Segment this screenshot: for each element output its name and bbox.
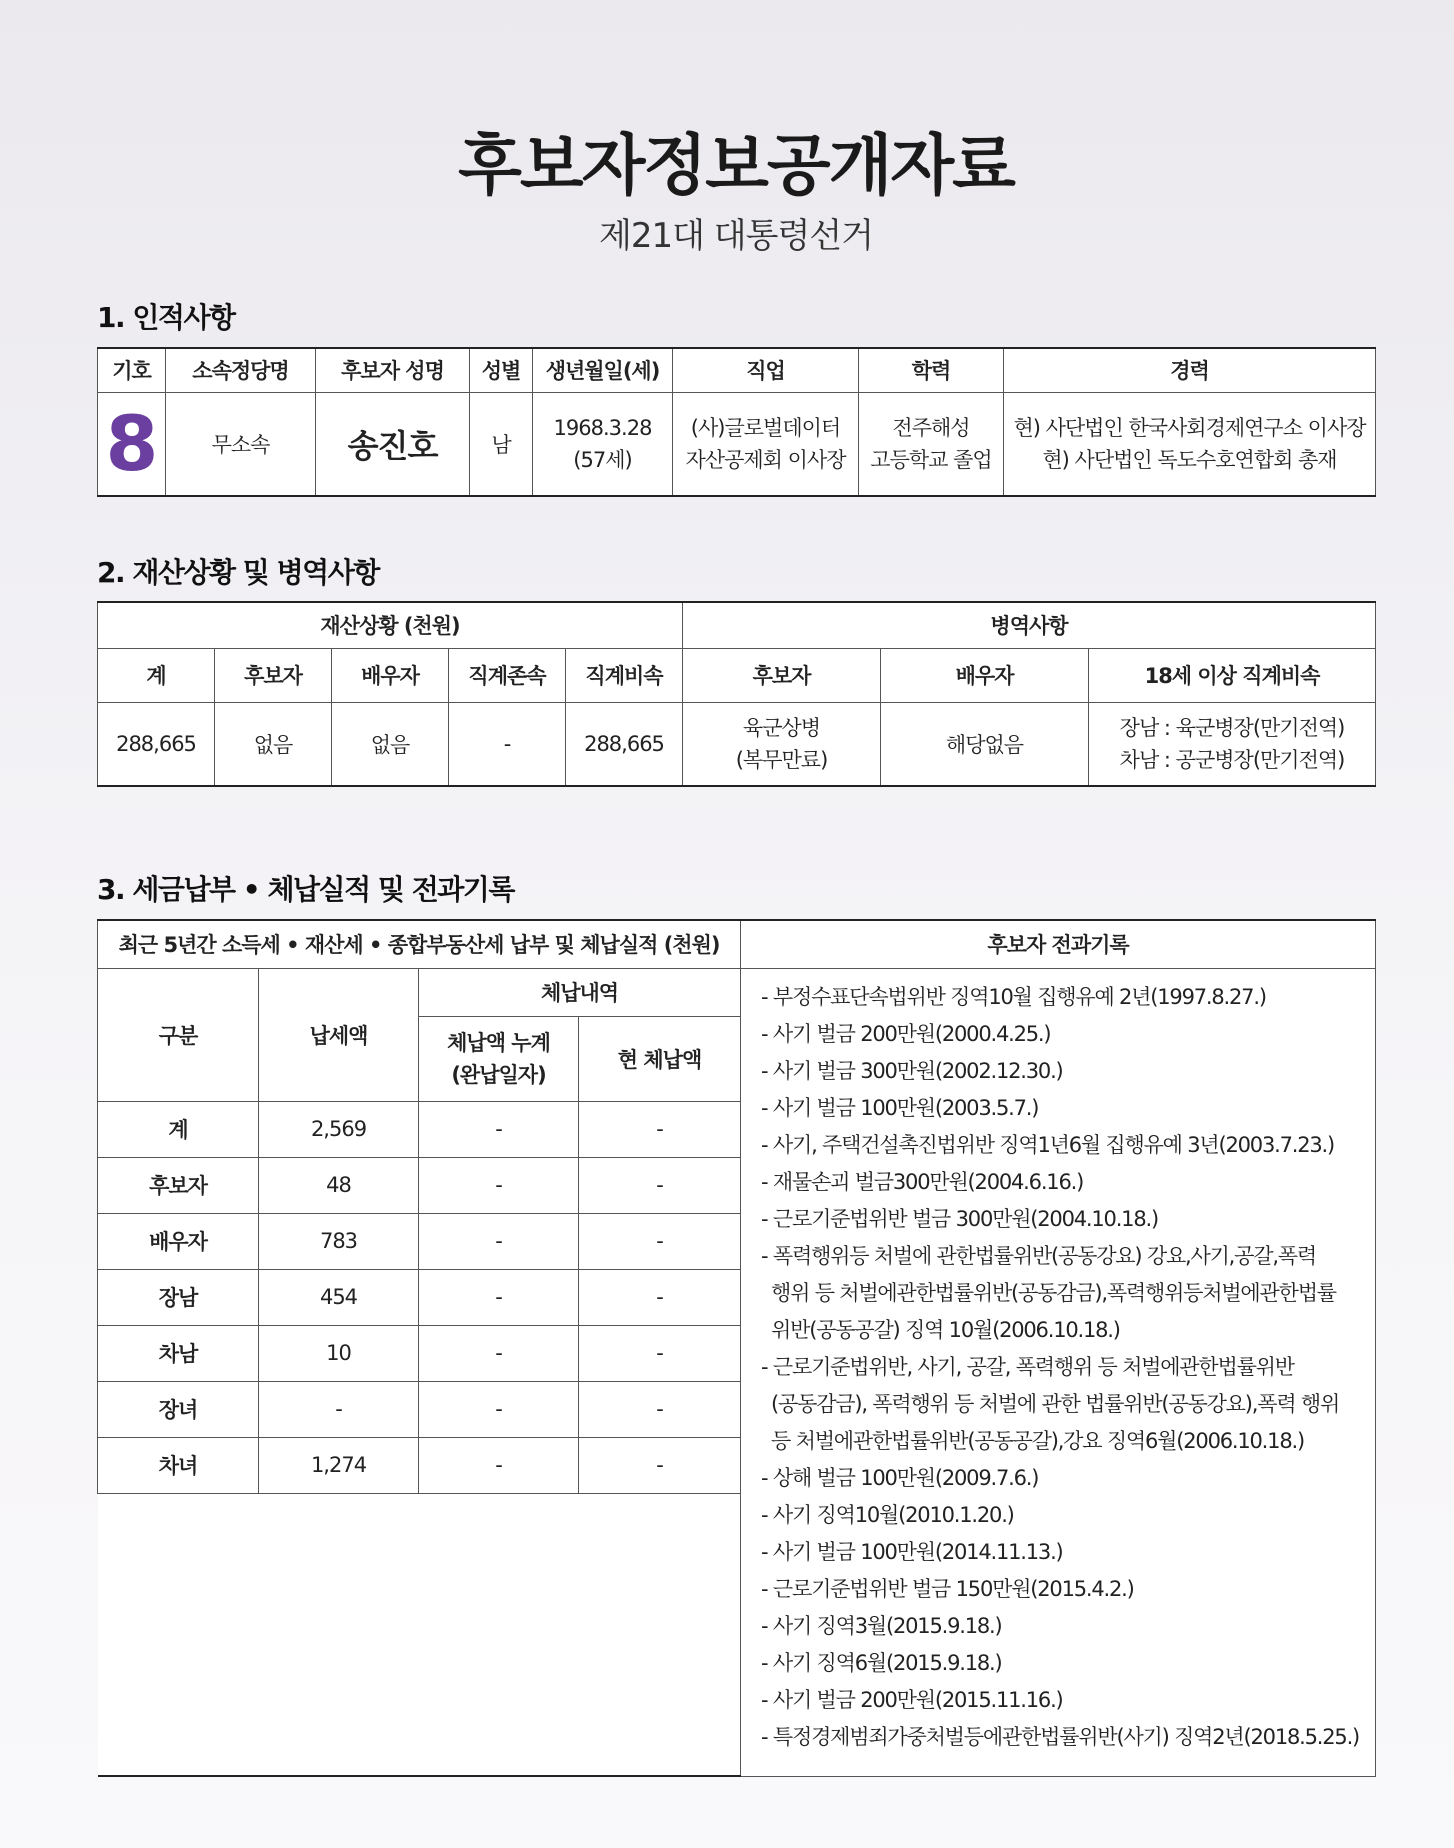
section3-title: 3. 세금납부 • 체납실적 및 전과기록 — [97, 873, 514, 906]
tax-row-paid: 10 — [259, 1325, 419, 1381]
tax-row-arrears-current: - — [579, 1157, 741, 1213]
property-total: 288,665 — [98, 702, 215, 786]
property-descendants: 288,665 — [566, 702, 683, 786]
tax-row-paid: - — [259, 1381, 419, 1437]
criminal-record: - 부정수표단속법위반 징역10월 집행유예 2년(1997.8.27.) — [761, 984, 1266, 1009]
criminal-record: - 사기 벌금 200만원(2000.4.25.) — [761, 1021, 1051, 1046]
tax-row-arrears-total: - — [419, 1213, 579, 1269]
tax-row-arrears-total: - — [419, 1269, 579, 1325]
page-subtitle: 제21대 대통령선거 — [599, 216, 873, 256]
tax-col-arrears: 체납내역 — [419, 968, 741, 1016]
military-spouse: 해당없음 — [881, 702, 1089, 786]
tax-col-paid: 납세액 — [259, 968, 419, 1101]
criminal-record: - 사기, 주택건설촉진법위반 징역1년6월 집행유예 3년(2003.7.23.) — [761, 1132, 1335, 1157]
military-header: 병역사항 — [683, 602, 1376, 648]
property-header: 재산상황 (천원) — [98, 602, 683, 648]
criminal-record: - 근로기준법위반, 사기, 공갈, 폭력행위 등 처벌에관한법률위반 — [761, 1354, 1294, 1379]
tax-row-label: 후보자 — [98, 1157, 259, 1213]
criminal-record: - 상해 벌금 100만원(2009.7.6.) — [761, 1465, 1039, 1490]
property-military-table — [97, 601, 1376, 787]
property-ascendants: - — [449, 702, 566, 786]
criminal-record: - 사기 징역6월(2015.9.18.) — [761, 1650, 1002, 1675]
tax-row-arrears-current: - — [579, 1437, 741, 1493]
tax-row-label: 장남 — [98, 1269, 259, 1325]
criminal-record: - 사기 벌금 200만원(2015.11.16.) — [761, 1687, 1063, 1712]
personal-info-table — [97, 347, 1376, 497]
property-col-descendants: 직계비속 — [566, 648, 683, 702]
tax-row-arrears-total: - — [419, 1437, 579, 1493]
tax-row-label: 차녀 — [98, 1437, 259, 1493]
criminal-record: - 사기 벌금 100만원(2003.5.7.) — [761, 1095, 1039, 1120]
tax-row-paid: 454 — [259, 1269, 419, 1325]
candidate-career: 현) 사단법인 한국사회경제연구소 이사장 현) 사단법인 독도수호연합회 총재 — [1004, 392, 1376, 496]
page-title: 후보자정보공개자료 — [458, 127, 1014, 204]
property-col-spouse: 배우자 — [332, 648, 449, 702]
property-spouse: 없음 — [332, 702, 449, 786]
tax-row-arrears-current: - — [579, 1269, 741, 1325]
criminal-header: 후보자 전과기록 — [741, 920, 1376, 968]
criminal-record: - 근로기준법위반 벌금 150만원(2015.4.2.) — [761, 1576, 1134, 1601]
tax-col-arrears-total: 체납액 누계 (완납일자) — [419, 1016, 579, 1101]
tax-col-arrears-current: 현 체납액 — [579, 1016, 741, 1101]
candidate-party: 무소속 — [166, 392, 316, 496]
candidate-birth: 1968.3.28 (57세) — [533, 392, 673, 496]
tax-header: 최근 5년간 소득세 • 재산세 • 종합부동산세 납부 및 체납실적 (천원) — [98, 920, 741, 968]
header-education: 학력 — [859, 348, 1004, 392]
header-career: 경력 — [1004, 348, 1376, 392]
tax-empty-area — [98, 1493, 741, 1776]
military-candidate: 육군상병 (복무만료) — [683, 702, 881, 786]
tax-row-arrears-current: - — [579, 1213, 741, 1269]
military-col-children: 18세 이상 직계비속 — [1089, 648, 1376, 702]
criminal-record: - 특정경제범죄가중처벌등에관한법률위반(사기) 징역2년(2018.5.25.) — [761, 1724, 1360, 1749]
property-col-total: 계 — [98, 648, 215, 702]
tax-row-label: 차남 — [98, 1325, 259, 1381]
tax-row-arrears-current: - — [579, 1381, 741, 1437]
tax-row-arrears-total: - — [419, 1101, 579, 1157]
criminal-record: - 사기 징역3월(2015.9.18.) — [761, 1613, 1002, 1638]
criminal-record: - 폭력행위등 처벌에 관한법률위반(공동강요) 강요,사기,공갈,폭력 — [761, 1243, 1316, 1268]
criminal-record: (공동감금), 폭력행위 등 처벌에 관한 법률위반(공동강요),폭력 행위 — [771, 1391, 1340, 1416]
tax-row-paid: 1,274 — [259, 1437, 419, 1493]
criminal-record: 위반(공동공갈) 징역 10월(2006.10.18.) — [771, 1317, 1120, 1342]
tax-col-category: 구분 — [98, 968, 259, 1101]
tax-row-paid: 2,569 — [259, 1101, 419, 1157]
criminal-record: - 사기 징역10월(2010.1.20.) — [761, 1502, 1014, 1527]
military-children: 장남 : 육군병장(만기전역) 차남 : 공군병장(만기전역) — [1089, 702, 1376, 786]
candidate-number: 8 — [98, 392, 166, 496]
property-candidate: 없음 — [215, 702, 332, 786]
header-gender: 성별 — [470, 348, 533, 392]
tax-row-label: 배우자 — [98, 1213, 259, 1269]
property-col-candidate: 후보자 — [215, 648, 332, 702]
tax-row-arrears-total: - — [419, 1325, 579, 1381]
tax-row-label: 계 — [98, 1101, 259, 1157]
criminal-records — [741, 968, 1376, 1776]
criminal-record: - 사기 벌금 100만원(2014.11.13.) — [761, 1539, 1063, 1564]
tax-criminal-table — [97, 919, 1376, 1777]
tax-row-label: 장녀 — [98, 1381, 259, 1437]
criminal-record: - 근로기준법위반 벌금 300만원(2004.10.18.) — [761, 1206, 1158, 1231]
criminal-record: 등 처벌에관한법률위반(공동공갈),강요 징역6월(2006.10.18.) — [771, 1428, 1304, 1453]
criminal-record: - 사기 벌금 300만원(2002.12.30.) — [761, 1058, 1063, 1083]
candidate-name: 송진호 — [316, 392, 470, 496]
header-party: 소속정당명 — [166, 348, 316, 392]
header-name: 후보자 성명 — [316, 348, 470, 392]
header-number: 기호 — [98, 348, 166, 392]
candidate-job: (사)글로벌데이터 자산공제회 이사장 — [673, 392, 859, 496]
tax-row-paid: 783 — [259, 1213, 419, 1269]
section2-title: 2. 재산상황 및 병역사항 — [97, 556, 379, 589]
tax-row-arrears-total: - — [419, 1157, 579, 1213]
tax-row-arrears-current: - — [579, 1325, 741, 1381]
tax-row-arrears-current: - — [579, 1101, 741, 1157]
tax-row-arrears-total: - — [419, 1381, 579, 1437]
criminal-record: - 재물손괴 벌금300만원(2004.6.16.) — [761, 1169, 1084, 1194]
tax-row-paid: 48 — [259, 1157, 419, 1213]
property-col-ascendants: 직계존속 — [449, 648, 566, 702]
section1-title: 1. 인적사항 — [97, 301, 235, 334]
military-col-candidate: 후보자 — [683, 648, 881, 702]
candidate-education: 전주해성 고등학교 졸업 — [859, 392, 1004, 496]
header-birth: 생년월일(세) — [533, 348, 673, 392]
criminal-record: 행위 등 처벌에관한법률위반(공동감금),폭력행위등처벌에관한법률 — [771, 1280, 1336, 1305]
military-col-spouse: 배우자 — [881, 648, 1089, 702]
candidate-gender: 남 — [470, 392, 533, 496]
header-job: 직업 — [673, 348, 859, 392]
